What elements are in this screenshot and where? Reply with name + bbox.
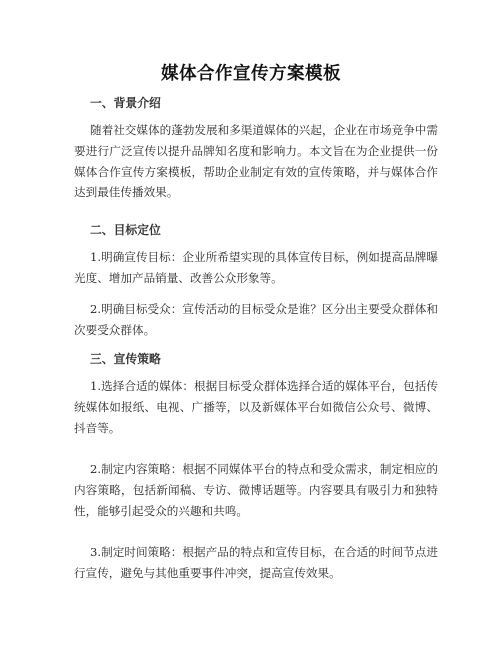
document-title: 媒体合作宣传方案模板 bbox=[161, 64, 341, 84]
section-heading-strategy: 三、宣传策略 bbox=[90, 352, 161, 366]
paragraph-strategy-1: 1.选择合适的媒体：根据目标受众群体选择合适的媒体平台，包括传统媒体如报纸、电视、广播等，以及新媒体平台如微信公众号、微博、抖音等。 bbox=[74, 379, 438, 435]
section-heading-goals: 二、目标定位 bbox=[90, 223, 161, 237]
paragraph-background: 随着社交媒体的蓬勃发展和多渠道媒体的兴起，企业在市场竞争中需要进行广泛宣传以提升品牌知名度和影响力。本文旨在为企业提供一份媒体合作宣传方案模板，帮助企业制定有效的宣传策略，并与媒体合作达到最佳传播效果。 bbox=[74, 123, 438, 200]
section-heading-background: 一、背景介绍 bbox=[90, 96, 161, 110]
paragraph-strategy-2: 2.制定内容策略：根据不同媒体平台的特点和受众需求，制定相应的内容策略，包括新闻稿、专访、微博话题等。内容要具有吸引力和独特性，能够引起受众的兴趣和共鸣。 bbox=[74, 462, 438, 518]
paragraph-goal-1: 1.明确宣传目标：企业所希望实现的具体宣传目标，例如提高品牌曝光度、增加产品销量、改善公众形象等。 bbox=[74, 250, 438, 285]
paragraph-goal-2: 2.明确目标受众：宣传活动的目标受众是谁？区分出主要受众群体和次要受众群体。 bbox=[74, 302, 438, 337]
paragraph-strategy-3: 3.制定时间策略：根据产品的特点和宣传目标，在合适的时间节点进行宣传，避免与其他重要事件冲突，提高宣传效果。 bbox=[74, 545, 438, 580]
